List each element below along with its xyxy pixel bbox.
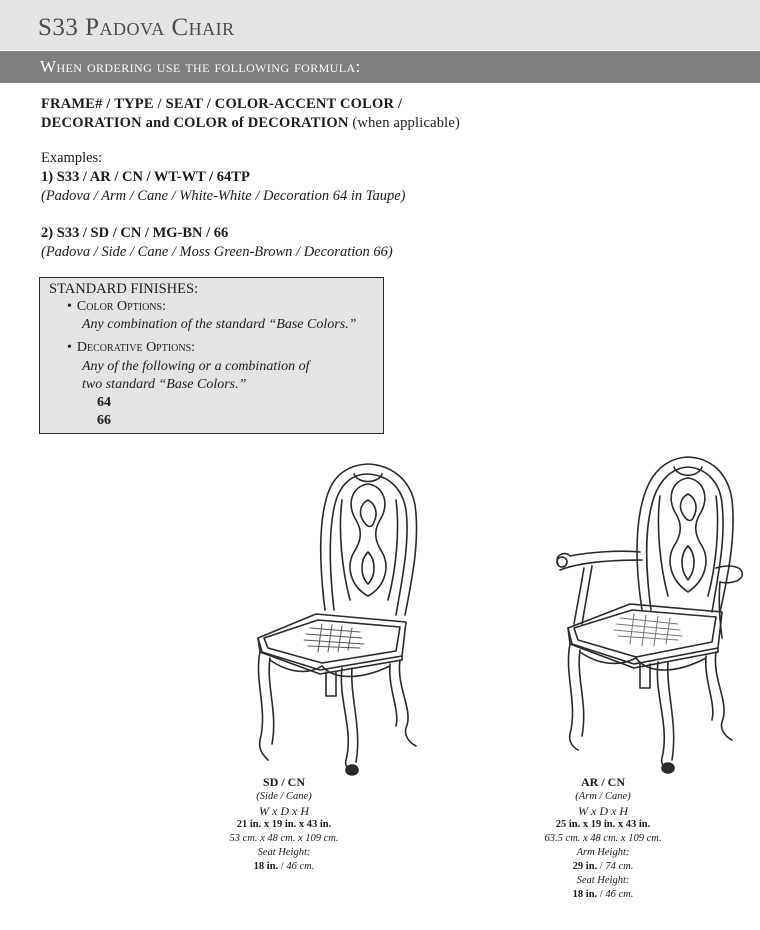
arm-chair-code: AR / CN — [581, 775, 625, 789]
title-bar — [0, 0, 760, 50]
arm-chair-illustration — [550, 452, 750, 782]
side-chair-dims-in: 21 in. x 19 in. x 43 in. — [236, 819, 332, 830]
formula-bar — [0, 51, 760, 83]
finishes-title: STANDARD FINISHES: — [49, 281, 199, 297]
side-chair-dims-cm: 53 cm. x 48 cm. x 109 cm. — [229, 833, 339, 844]
formula-line-1: FRAME# / TYPE / SEAT / COLOR-ACCENT COLOR / — [41, 96, 403, 112]
example-1-description: (Padova / Arm / Cane / White-White / Decoration 64 in Taupe) — [41, 188, 406, 204]
decorative-options-text-1: Any of the following or a combination of — [82, 359, 310, 374]
arm-chair-arm-height-label: Arm Height: — [576, 847, 630, 858]
bullet-icon: • — [67, 340, 72, 355]
formula-note: (when applicable) — [352, 115, 461, 131]
decoration-code-66: 66 — [97, 413, 111, 428]
example-2-code: 2) S33 / SD / CN / MG-BN / 66 — [41, 225, 229, 241]
arm-chair-seat-height-label: Seat Height: — [576, 875, 630, 886]
arm-chair-dims-label: W x D x H — [578, 804, 628, 818]
decoration-code-64: 64 — [97, 395, 111, 410]
arm-chair-specs — [503, 775, 703, 902]
color-options-text: Any combination of the standard “Base Colors.” — [82, 317, 357, 332]
example-1-code: 1) S33 / AR / CN / WT-WT / 64TP — [41, 169, 250, 185]
arm-chair-dims-in: 25 in. x 19 in. x 43 in. — [555, 819, 651, 830]
bullet-icon: • — [67, 299, 72, 314]
arm-chair-seat-height: 18 in. / 46 cm. — [572, 889, 634, 900]
side-chair-code: SD / CN — [262, 775, 305, 789]
side-chair-dims-label: W x D x H — [259, 804, 309, 818]
side-chair-seat-height-label: Seat Height: — [257, 847, 311, 858]
arm-chair-type: (Arm / Cane) — [575, 791, 631, 802]
formula-line-2 — [41, 115, 460, 132]
examples-label: Examples: — [41, 150, 103, 166]
formula-heading: When ordering use the following formula: — [40, 57, 361, 76]
side-chair-seat-height: 18 in. / 46 cm. — [253, 861, 315, 872]
arm-chair-arm-height: 29 in. / 74 cm. — [572, 861, 634, 872]
decorative-options-text-2: two standard “Base Colors.” — [82, 377, 247, 392]
page-title: S33 Padova Chair — [38, 14, 235, 41]
side-chair-illustration — [250, 460, 420, 780]
example-2-description: (Padova / Side / Cane / Moss Green-Brown / Decoration 66) — [41, 244, 393, 260]
standard-finishes-box — [39, 277, 384, 434]
side-chair-type: (Side / Cane) — [256, 791, 312, 802]
side-chair-specs — [184, 775, 384, 874]
decorative-options-label: • Decorative Options: — [67, 340, 196, 355]
arm-chair-dims-cm: 63.5 cm. x 48 cm. x 109 cm. — [544, 833, 662, 844]
color-options-label: • Color Options: — [67, 299, 166, 314]
formula-line-2-text: DECORATION and COLOR of DECORATION — [41, 115, 349, 131]
